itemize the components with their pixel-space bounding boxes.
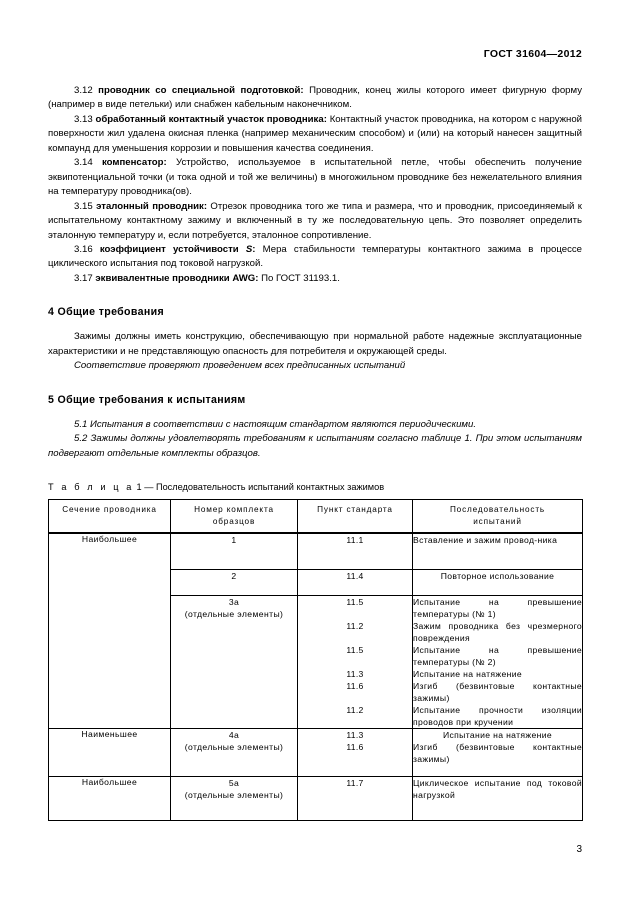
column-header-standard-clause [298, 500, 413, 534]
definition-text: Мера стабильности температуры контактного зажима в процессе циклического испытания под токовой нагрузкой. [48, 243, 582, 270]
cell-clause: 11.1 [298, 533, 413, 569]
column-header-label-line1: Последовательность [449, 505, 546, 515]
cell-clause: 11.4 [298, 569, 413, 595]
cell-sequence: Циклическое испытание под токовой нагрузкой [413, 776, 583, 820]
cell-sequence: Испытание на натяжение [442, 729, 553, 740]
table-header-row [49, 500, 583, 534]
column-header-test-sequence [413, 500, 583, 534]
cell-sequence: Зажим проводника без чрезмерного повреждения [413, 620, 582, 643]
column-header-label: Пункт стандарта [317, 505, 393, 515]
test-sequence-table [48, 499, 583, 821]
cell-sample-kit-number: 5а [228, 777, 240, 788]
cell-sample-kit-note: (отдельные элементы) [184, 741, 284, 752]
cell-clause: 11.5 [346, 596, 364, 607]
definition-3-14 [48, 156, 582, 199]
cell-sequence: Испытание на натяжение [413, 668, 523, 679]
table-row [49, 533, 583, 569]
table-row [49, 728, 583, 776]
cell-sample-kit [171, 728, 298, 776]
column-header-conductor-section [49, 500, 171, 534]
definition-number: 3.15 [74, 200, 93, 212]
definition-term: компенсатор: [101, 157, 167, 169]
page-number: 3 [576, 844, 582, 855]
definition-term: коэффициент устойчивости [99, 243, 239, 255]
cell-clause: 11.3 [346, 729, 364, 740]
column-header-label: Сечение проводника [62, 505, 157, 515]
cell-sample-kit-number: 4а [228, 729, 240, 740]
cell-conductor-section: Наибольшее [49, 776, 171, 820]
cell-sample-kit-note: (отдельные элементы) [184, 608, 284, 619]
cell-clause: 11.3 [346, 668, 364, 679]
definition-3-16 [48, 243, 582, 272]
definition-text: Проводник, конец жилы которого имеет фигурную форму (например в виде петельки) или снабжен кабельным наконечником. [48, 85, 582, 111]
definition-term: эквивалентные проводники AWG: [95, 272, 259, 284]
cell-sequence: Повторное использование [413, 569, 583, 595]
definition-3-17 [48, 272, 582, 286]
cell-sample-kit [171, 595, 298, 728]
cell-sequence: Вставление и зажим провод-ника [413, 533, 583, 569]
definition-number: 3.12 [74, 85, 93, 96]
definition-number: 3.14 [74, 157, 93, 169]
cell-sample-kit: 1 [171, 533, 298, 569]
cell-conductor-section: Наименьшее [49, 728, 171, 776]
definition-term: обработанный контактный участок проводника: [95, 113, 327, 125]
cell-sequence: Испытание прочности изоляции проводов при кручении [413, 704, 582, 727]
cell-clause-list [298, 595, 413, 728]
cell-clause: 11.2 [346, 704, 364, 715]
table-body [49, 533, 583, 820]
running-header: ГОСТ 31604—2012 [483, 48, 582, 60]
definition-text: Устройство, используемое в испытательной петле, чтобы обеспечить получение эквипотенциальной точки (и тока одной и той же величины) в многожильном проводнике без нежелательного влияния на температуру проводника(ов). [48, 157, 583, 198]
cell-sample-kit-note: (отдельные элементы) [184, 789, 284, 800]
cell-clause: 11.5 [346, 644, 364, 655]
table-caption [48, 482, 582, 492]
definition-number: 3.13 [74, 113, 93, 125]
column-header-label-line1: Номер комплекта [194, 505, 274, 515]
definition-symbol: S [245, 243, 253, 255]
column-header-label-line2: испытаний [473, 516, 522, 526]
definition-text: По ГОСТ 31193.1. [258, 272, 340, 284]
cell-sequence: Изгиб (безвинтовые контактные зажимы) [413, 741, 582, 764]
section-4-paragraph: Зажимы должны иметь конструкцию, обеспечивающую при нормальной работе надежные эксплуатационные характеристики и не представляющую опасность для потребителя и окружающей среды. [48, 331, 582, 357]
table-header [49, 500, 583, 534]
definition-text: Контактный участок проводника, на котором с наружной поверхности жил удалена окисная пленка (например механическим способом) и (или) на который нанесен защитный компаунд для уменьшения коррозии и повышения качества соединения. [48, 113, 583, 154]
definition-number: 3.16 [74, 243, 93, 255]
table-caption-dash: — [144, 482, 154, 493]
definition-3-12 [48, 84, 582, 113]
cell-sample-kit-number: 3а [228, 596, 240, 607]
definition-term: эталонный проводник: [96, 200, 208, 212]
section-4-italic-note: Соответствие проверяют проведением всех предписанных испытаний [74, 360, 406, 372]
section-heading-4: 4 Общие требования [48, 306, 164, 319]
cell-clause-list [298, 728, 413, 776]
clause-stack [298, 729, 412, 753]
definition-3-13 [48, 113, 582, 156]
column-header-label-line2: образцов [212, 516, 256, 526]
cell-clause: 11.6 [346, 680, 364, 691]
table-caption-number: 1 [136, 482, 142, 493]
section-5-item-1: 5.1 Испытания в соответствии с настоящим стандартом являются периодическими. [74, 418, 477, 430]
definition-number: 3.17 [74, 272, 93, 284]
definition-text: Отрезок проводника того же типа и размера, что и проводник, присоединяемый к испытательному контактному зажиму и включенный в ту же последовательную цепь. Это позволяет определить эталонную температуру и, если потребуется, эталонное сопротивление. [48, 200, 582, 241]
definition-term: проводник со специальной подготовкой: [98, 85, 304, 96]
clause-stack [298, 596, 412, 716]
cell-sequence-list [413, 728, 583, 776]
cell-sequence: Испытание на превышение температуры (№ 1) [413, 596, 582, 619]
column-header-sample-kit-number [171, 500, 298, 534]
table-caption-word: Т а б л и ц а [48, 482, 134, 493]
cell-sample-kit [171, 776, 298, 820]
definition-term-tail: : [252, 243, 256, 255]
section-heading-5: 5 Общие требования к испытаниям [48, 393, 246, 406]
table-row [49, 776, 583, 820]
cell-clause: 11.2 [346, 620, 364, 631]
document-body [48, 84, 582, 821]
section-5-item-2: 5.2 Зажимы должны удовлетворять требованиям к испытаниям согласно таблице 1. При этом испытаниям подвергают отдельные комплекты образцов. [48, 433, 582, 459]
cell-conductor-section: Наибольшее [49, 533, 171, 728]
cell-sequence: Изгиб (безвинтовые контактные зажимы) [413, 680, 582, 703]
cell-sequence-list [413, 595, 583, 728]
cell-sample-kit: 2 [171, 569, 298, 595]
definition-3-15 [48, 200, 582, 243]
cell-clause: 11.6 [346, 741, 364, 752]
cell-sequence: Испытание на превышение температуры (№ 2) [413, 644, 582, 667]
table-caption-text: Последовательность испытаний контактных зажимов [155, 482, 385, 493]
cell-clause: 11.7 [298, 776, 413, 820]
